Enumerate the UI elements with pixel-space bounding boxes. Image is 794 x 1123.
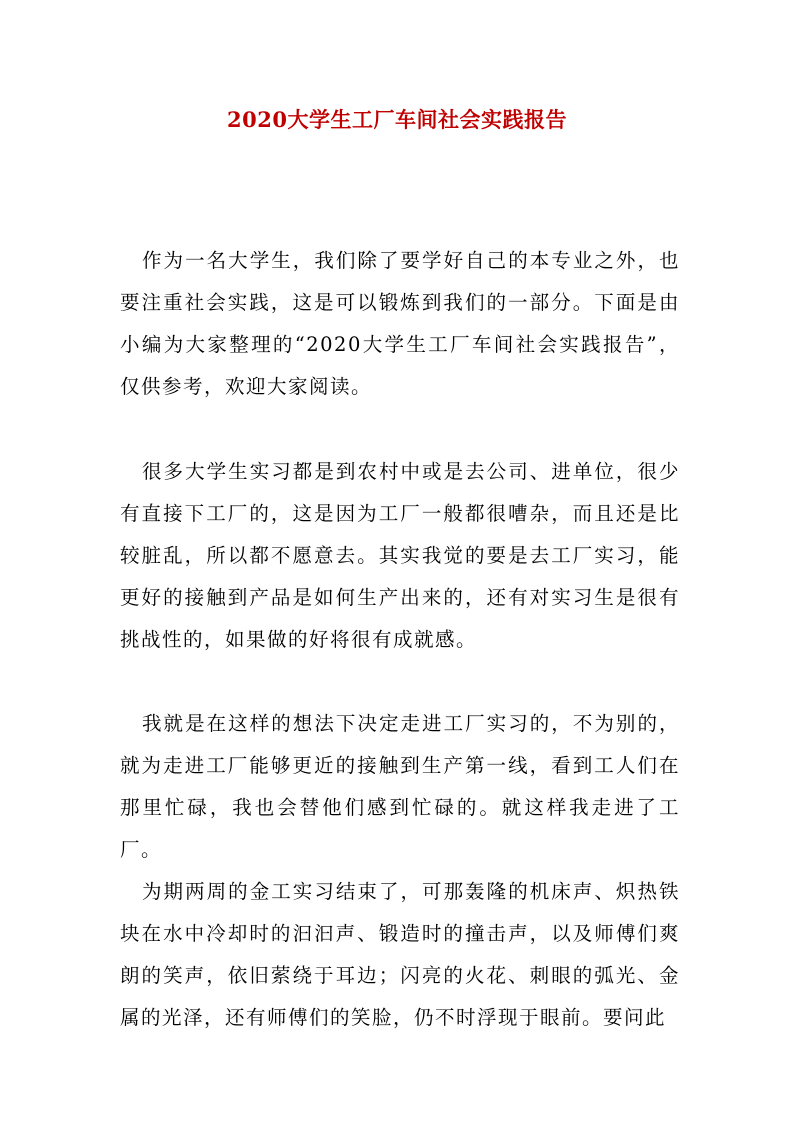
paragraph-3: 我就是在这样的想法下决定走进工厂实习的，不为别的，就为走进工厂能够更近的接触到生产第一线，看到工人们在那里忙碌，我也会替他们感到忙碌的。就这样我走进了工厂。 [120, 712, 680, 861]
document-title: 2020大学生工厂车间社会实践报告 [227, 107, 567, 132]
paragraph-2: 很多大学生实习都是到农村中或是去公司、进单位，很少有直接下工厂的，这是因为工厂一般都很嘈杂，而且还是比较脏乱，所以都不愿意去。其实我觉的要是去工厂实习，能更好的接触到产品是如何生产出来的，还有对实习生是很有挑战性的，如果做的好将很有成就感。 [120, 460, 680, 651]
paragraph-4: 为期两周的金工实习结束了，可那轰隆的机床声、炽热铁块在水中冷却时的汩汩声、锻造时的撞击声，以及师傅们爽朗的笑声，依旧萦绕于耳边；闪亮的火花、刺眼的弧光、金属的光泽，还有师傅们的笑脸，仍不时浮现于眼前。要问此 [120, 880, 680, 1029]
paragraph-1: 作为一名大学生，我们除了要学好自己的本专业之外，也要注重社会实践，这是可以锻炼到我们的一部分。下面是由小编为大家整理的“2020大学生工厂车间社会实践报告”，仅供参考，欢迎大家阅读。 [120, 249, 680, 398]
